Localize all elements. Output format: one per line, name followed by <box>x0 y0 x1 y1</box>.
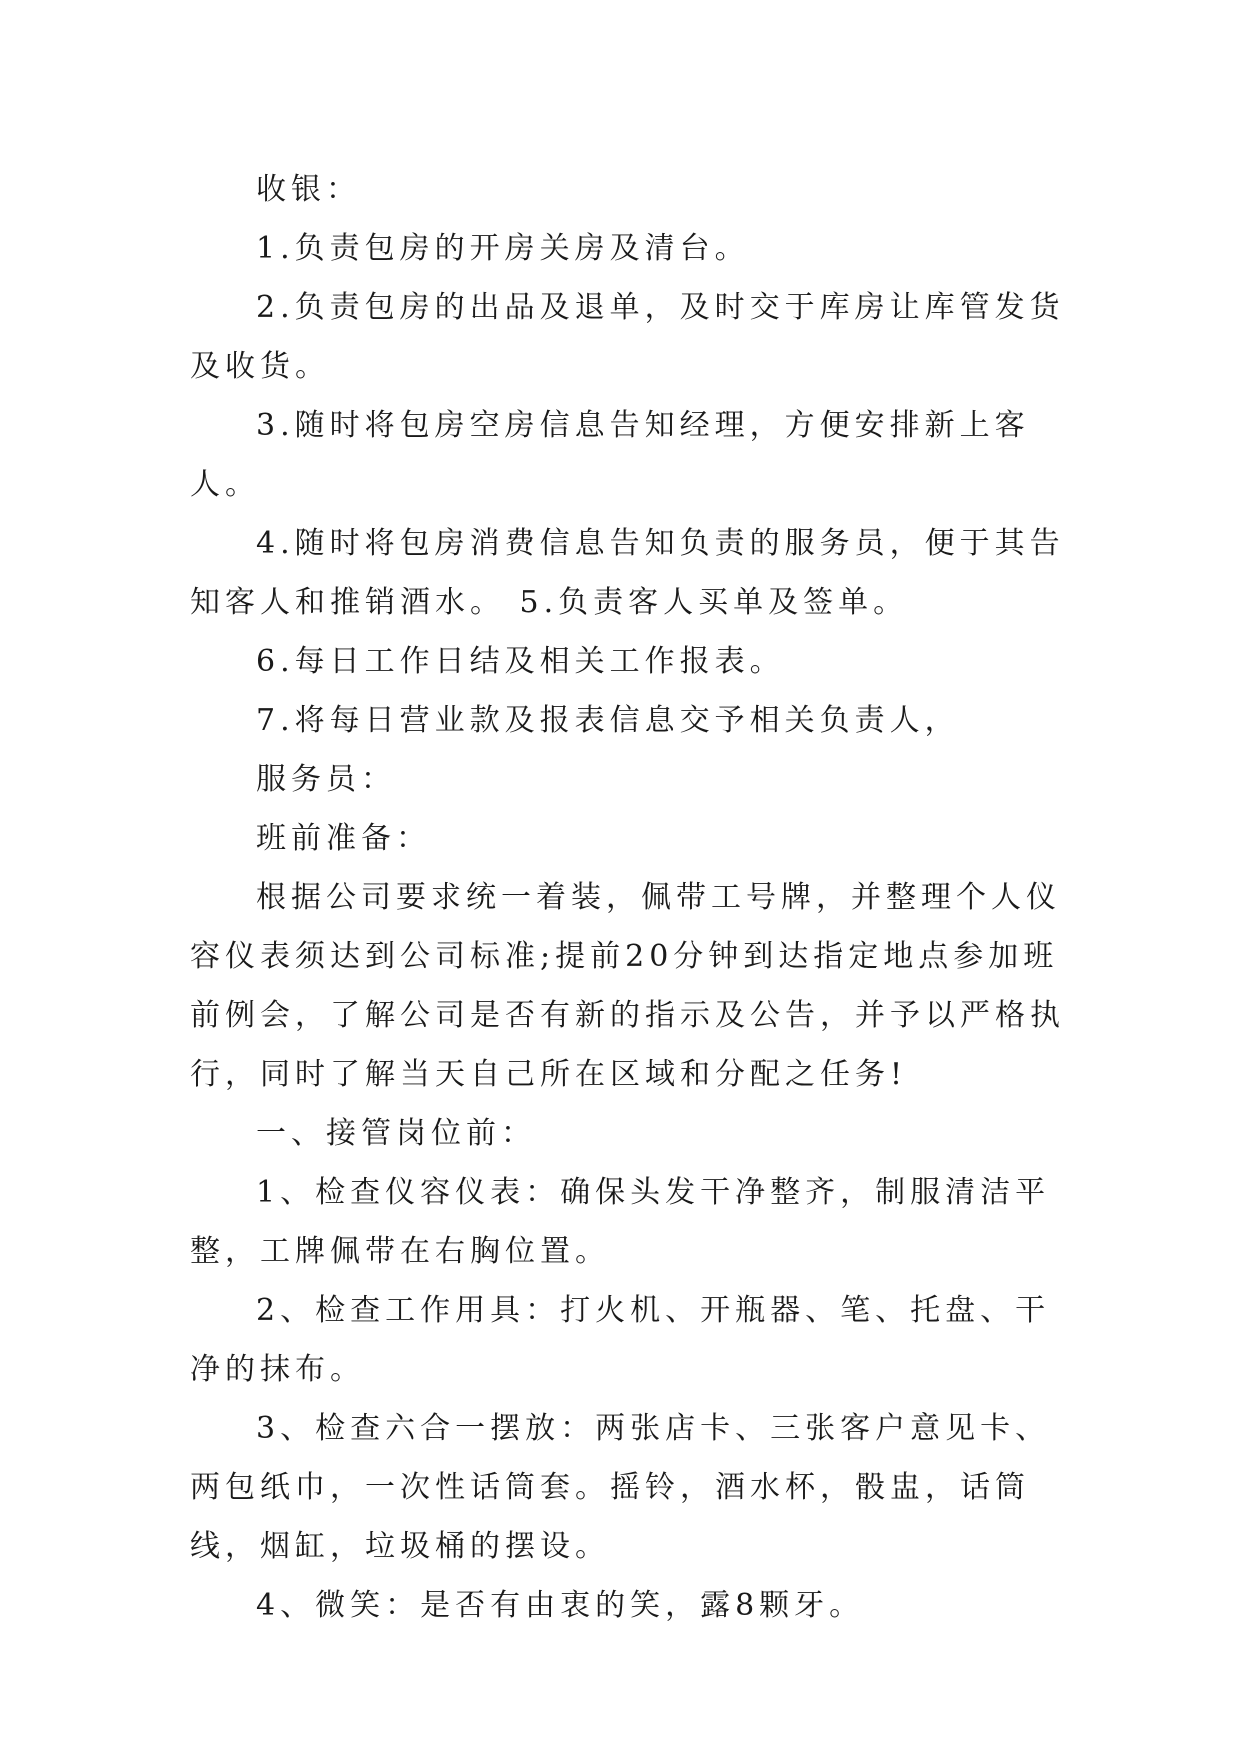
check-item-3: 3、检查六合一摆放：两张店卡、三张客户意见卡、两包纸巾，一次性话筒套。摇铃，酒水杯，骰盅，话筒线，烟缸，垃圾桶的摆设。 <box>190 1411 1051 1564</box>
subheading-pre-shift: 班前准备： <box>256 821 431 856</box>
subheading-before-post: 一、接管岗位前： <box>256 1116 536 1151</box>
cashier-duty-3: 3.随时将包房空房信息告知经理，方便安排新上客人。 <box>190 408 1030 502</box>
cashier-duty-4-5: 4.随时将包房消费信息告知负责的服务员，便于其告知客人和推销酒水。 5.负责客人买单及签单。 <box>190 526 1065 620</box>
section-heading-waiter: 服务员： <box>256 762 396 797</box>
cashier-duty-6: 6.每日工作日结及相关工作报表。 <box>256 644 785 679</box>
section-heading-cashier: 收银： <box>256 172 361 207</box>
document-body <box>190 160 1070 1635</box>
cashier-duty-2: 2.负责包房的出品及退单，及时交于库房让库管发货及收货。 <box>190 290 1065 384</box>
cashier-duty-7: 7.将每日营业款及报表信息交予相关负责人， <box>256 703 960 738</box>
pre-shift-paragraph: 根据公司要求统一着装，佩带工号牌，并整理个人仪容仪表须达到公司标准;提前20分钟到达指定地点参加班前例会，了解公司是否有新的指示及公告，并予以严格执行，同时了解当天自己所在区域和分配之任务! <box>190 880 1065 1092</box>
check-item-2: 2、检查工作用具：打火机、开瓶器、笔、托盘、干净的抹布。 <box>190 1293 1051 1387</box>
check-item-1: 1、检查仪容仪表：确保头发干净整齐，制服清洁平整，工牌佩带在右胸位置。 <box>190 1175 1051 1269</box>
cashier-duty-1: 1.负责包房的开房关房及清台。 <box>256 231 750 266</box>
check-item-4: 4、微笑：是否有由衷的笑，露8颗牙。 <box>256 1588 865 1623</box>
